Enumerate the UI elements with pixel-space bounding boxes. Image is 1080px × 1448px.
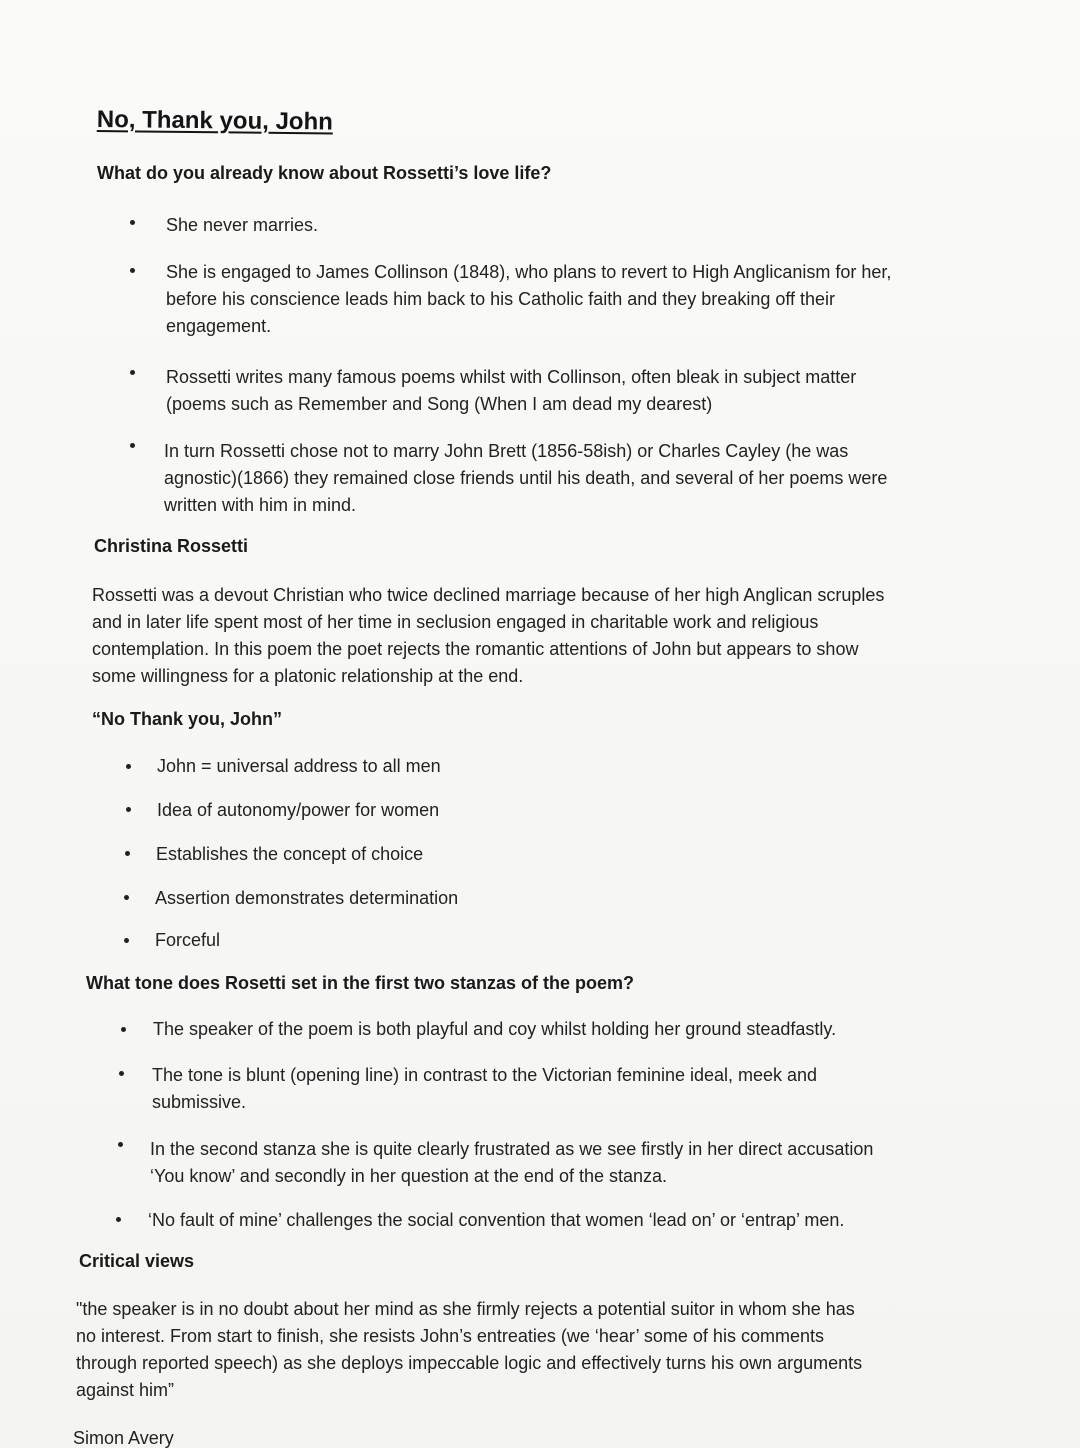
bio-heading: Christina Rossetti [94, 536, 249, 556]
bullet-dot [116, 1217, 121, 1222]
quote-author: Simon Avery [73, 1428, 174, 1448]
poem-title-bullet: Assertion demonstrates determination [155, 888, 459, 908]
poem-title-bullet: Establishes the concept of choice [156, 844, 424, 864]
critical-quote: "the speaker is in no doubt about her mind as she firmly rejects a potential suitor in whom she has no interest. From start to finish, she resists John’s entreaties (we ‘hear’ some of his comments through reported speech) as she deploys impeccable logic and effectively turns his own arguments against him” [76, 1299, 863, 1400]
tone-bullet: In the second stanza she is quite clearly frustrated as we see firstly in her direct accusation ‘You know’ and secondly in her question at the end of the stanza. [150, 1139, 874, 1186]
bullet-dot [130, 370, 135, 375]
bullet-dot [119, 1071, 124, 1076]
poem-title-bullet: Forceful [155, 930, 221, 950]
page-title: No, Thank you, John [96, 106, 334, 136]
bullet-dot [126, 764, 131, 769]
bullet-dot [125, 851, 130, 856]
bullet-dot [130, 220, 135, 225]
bullet-dot [124, 895, 129, 900]
bullet-dot [118, 1142, 123, 1147]
tone-bullet: The tone is blunt (opening line) in contrast to the Victorian feminine ideal, meek and submissive. [152, 1065, 818, 1112]
poem-title-bullet: Idea of autonomy/power for women [157, 800, 440, 820]
love-life-bullet: In turn Rossetti chose not to marry John Brett (1856-58ish) or Charles Cayley (he was agnostic)(1866) they remained close friends until his death, and several of her poems were written with him in mind. [164, 441, 888, 515]
love-life-bullet: She is engaged to James Collinson (1848), who plans to revert to High Anglicanism for her, before his conscience leads him back to his Catholic faith and they breaking off their engagement. [166, 262, 892, 336]
tone-heading: What tone does Rosetti set in the first two stanzas of the poem? [86, 973, 635, 993]
love-life-bullet: Rossetti writes many famous poems whilst with Collinson, often bleak in subject matter (poems such as Remember and Song (When I am dead my dearest) [166, 367, 857, 414]
bullet-dot [124, 938, 129, 943]
love-life-bullet: She never marries. [166, 215, 319, 235]
bullet-dot [130, 268, 135, 273]
bio-paragraph: Rossetti was a devout Christian who twice declined marriage because of her high Anglican scruples and in later life spent most of her time in seclusion engaged in charitable work and religious contemplation. In this poem the poet rejects the romantic attentions of John but appears to show some willingness for a platonic relationship at the end. [92, 585, 885, 686]
bullet-dot [121, 1027, 126, 1032]
critical-views-heading: Critical views [79, 1251, 195, 1271]
bullet-dot [126, 807, 131, 812]
tone-bullet: ‘No fault of mine’ challenges the social convention that women ‘lead on’ or ‘entrap’ men. [148, 1210, 845, 1230]
bullet-dot [130, 443, 135, 448]
poem-title-heading: “No Thank you, John” [92, 709, 283, 729]
love-life-heading: What do you already know about Rossetti’s love life? [97, 163, 552, 183]
tone-bullet: The speaker of the poem is both playful and coy whilst holding her ground steadfastly. [153, 1019, 837, 1039]
poem-title-bullet: John = universal address to all men [157, 756, 441, 776]
